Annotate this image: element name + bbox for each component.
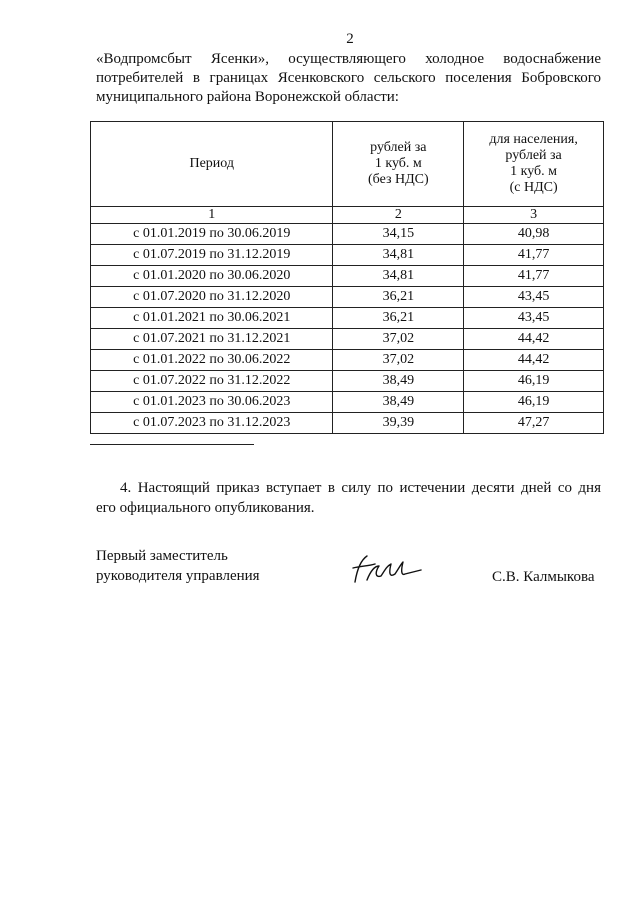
cell-price-with-vat: 47,27: [464, 413, 604, 434]
cell-period: с 01.01.2019 по 30.06.2019: [91, 224, 333, 245]
cell-price-no-vat: 38,49: [333, 392, 464, 413]
table-row: [91, 371, 604, 392]
page-number: 2: [346, 31, 354, 47]
table-row: [91, 329, 604, 350]
column-number: 2: [333, 207, 464, 224]
intro-line-3: муниципального района Воронежской области:: [96, 89, 399, 105]
signer-title-line-2: руководителя управления: [96, 568, 260, 584]
header-price-no-vat: [333, 122, 464, 207]
header-price-no-vat-line: рублей за: [370, 140, 427, 155]
signer-title: [96, 546, 260, 586]
header-price-with-vat: [464, 122, 604, 207]
intro-text: [96, 50, 601, 107]
table-header-row: [91, 122, 604, 207]
cell-price-with-vat: 46,19: [464, 371, 604, 392]
cell-period: с 01.07.2022 по 31.12.2022: [91, 371, 333, 392]
header-price-with-vat-line: рублей за: [505, 148, 562, 163]
header-price-with-vat-line: (с НДС): [509, 180, 558, 195]
table-row: [91, 413, 604, 434]
cell-price-no-vat: 38,49: [333, 371, 464, 392]
cell-price-no-vat: 34,81: [333, 266, 464, 287]
signer-name: С.В. Калмыкова: [492, 569, 595, 585]
header-price-no-vat-line: 1 куб. м: [374, 156, 422, 171]
table-row: [91, 308, 604, 329]
table-row: [91, 287, 604, 308]
handwritten-signature: [345, 552, 425, 588]
paragraph-4-line-2: его официального опубликования.: [96, 500, 315, 516]
signer-title-line-1: Первый заместитель: [96, 548, 228, 564]
cell-price-with-vat: 41,77: [464, 245, 604, 266]
cell-price-no-vat: 39,39: [333, 413, 464, 434]
cell-period: с 01.07.2020 по 31.12.2020: [91, 287, 333, 308]
intro-line-1: «Водпромсбыт Ясенки», осуществляющего холодное водоснабжение: [96, 51, 601, 67]
intro-line-2: потребителей в границах Ясенковского сельского поселения Бобровского: [96, 70, 601, 86]
header-price-with-vat-line: для населения,: [489, 132, 578, 147]
header-period: [91, 122, 333, 207]
cell-price-with-vat: 41,77: [464, 266, 604, 287]
cell-price-no-vat: 37,02: [333, 329, 464, 350]
table-row: [91, 224, 604, 245]
cell-price-with-vat: 46,19: [464, 392, 604, 413]
column-number-row: [91, 207, 604, 224]
cell-period: с 01.01.2020 по 30.06.2020: [91, 266, 333, 287]
column-number: 1: [91, 207, 333, 224]
table-row: [91, 266, 604, 287]
cell-price-no-vat: 34,15: [333, 224, 464, 245]
table-row: [91, 392, 604, 413]
table-row: [91, 350, 604, 371]
cell-price-no-vat: 34,81: [333, 245, 464, 266]
column-number: 3: [464, 207, 604, 224]
cell-price-with-vat: 44,42: [464, 329, 604, 350]
tariff-table: [90, 121, 604, 434]
cell-price-with-vat: 43,45: [464, 308, 604, 329]
cell-period: с 01.07.2023 по 31.12.2023: [91, 413, 333, 434]
footnote-divider: [90, 444, 254, 445]
table-row: [91, 245, 604, 266]
paragraph-4: [96, 478, 601, 518]
header-price-with-vat-line: 1 куб. м: [510, 164, 558, 179]
cell-period: с 01.07.2021 по 31.12.2021: [91, 329, 333, 350]
cell-price-with-vat: 40,98: [464, 224, 604, 245]
header-price-no-vat-line: (без НДС): [367, 172, 429, 187]
cell-period: с 01.01.2022 по 30.06.2022: [91, 350, 333, 371]
cell-period: с 01.01.2023 по 30.06.2023: [91, 392, 333, 413]
cell-price-with-vat: 44,42: [464, 350, 604, 371]
cell-price-with-vat: 43,45: [464, 287, 604, 308]
cell-period: с 01.01.2021 по 30.06.2021: [91, 308, 333, 329]
header-period-label: Период: [189, 156, 234, 171]
cell-price-no-vat: 36,21: [333, 287, 464, 308]
cell-price-no-vat: 36,21: [333, 308, 464, 329]
cell-price-no-vat: 37,02: [333, 350, 464, 371]
cell-period: с 01.07.2019 по 31.12.2019: [91, 245, 333, 266]
paragraph-4-line-1: 4. Настоящий приказ вступает в силу по истечении десяти дней со дня: [120, 480, 601, 496]
